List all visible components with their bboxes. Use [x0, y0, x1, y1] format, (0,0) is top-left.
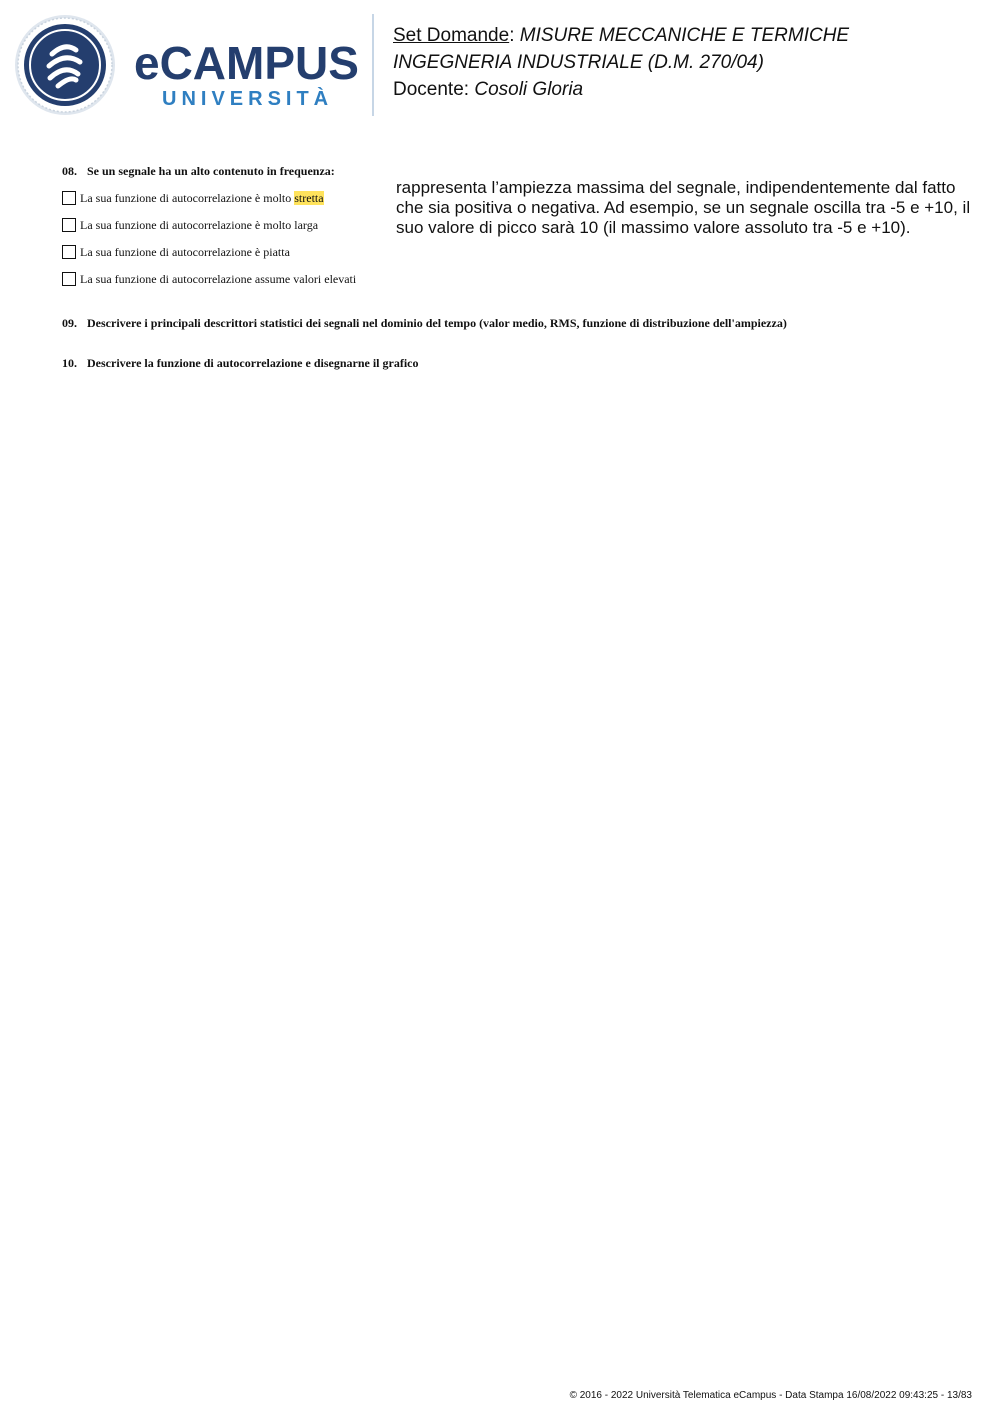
option-4 — [62, 272, 382, 286]
option-1-highlight: stretta — [294, 191, 324, 205]
header-docente-line: Docente: Cosoli Gloria — [393, 79, 584, 100]
docente-label: Docente — [393, 79, 464, 100]
option-3-label: La sua funzione di autocorrelazione è piatta — [80, 245, 290, 259]
option-3 — [62, 245, 382, 259]
header-divider — [372, 14, 374, 116]
question-10-text: Descrivere la funzione di autocorrelazione e disegnarne il grafico — [87, 356, 419, 370]
option-1-text: La sua funzione di autocorrelazione è molto — [80, 191, 295, 205]
option-4-checkbox[interactable] — [62, 272, 76, 286]
question-10-number: 10. — [62, 356, 77, 370]
option-2-checkbox[interactable] — [62, 218, 76, 232]
header-course-line — [393, 49, 849, 76]
ecampus-seal-icon — [14, 14, 116, 116]
question-08 — [62, 164, 382, 286]
question-08-text: Se un segnale ha un alto contenuto in frequenza: — [87, 164, 335, 178]
ecampus-logo — [14, 14, 364, 118]
page-header — [0, 0, 1000, 130]
option-1-checkbox[interactable] — [62, 191, 76, 205]
header-info — [393, 22, 849, 103]
course-line2: INGEGNERIA INDUSTRIALE (D.M. 270/04) — [393, 52, 764, 73]
set-label: Set Domande — [393, 25, 510, 46]
docente-name: Cosoli Gloria — [474, 79, 584, 100]
question-10 — [62, 356, 972, 370]
question-09-text: Descrivere i principali descrittori statistici dei segnali nel dominio del tempo (valor medio, RMS, funzione di distribuzione dell'ampiezza) — [87, 316, 787, 330]
question-09-number: 09. — [62, 316, 77, 330]
option-4-label: La sua funzione di autocorrelazione assume valori elevati — [80, 272, 357, 286]
question-08-number: 08. — [62, 164, 77, 178]
option-3-checkbox[interactable] — [62, 245, 76, 259]
logo-subtitle: UNIVERSITÀ — [162, 88, 334, 110]
page-footer: © 2016 - 2022 Università Telematica eCampus - Data Stampa 16/08/2022 09:43:25 - 13/83 — [569, 1390, 972, 1401]
option-1 — [62, 191, 382, 205]
answer-text-block: rappresenta l’ampiezza massima del segnale, indipendentemente dal fatto che sia positiva o negativa. Ad esempio, se un segnale oscilla tra -5 e +10, il suo valore di picco sarà 10 (il massimo valore assoluto tra -5 e +10). — [396, 178, 971, 237]
option-2-label: La sua funzione di autocorrelazione è molto larga — [80, 218, 319, 232]
question-08-title — [62, 164, 382, 178]
question-09 — [62, 316, 972, 330]
logo-wordmark: eCAMPUS — [134, 37, 359, 89]
option-2 — [62, 218, 382, 232]
course-line1: MISURE MECCANICHE E TERMICHE — [519, 25, 850, 46]
header-set-line: Set Domande: MISURE MECCANICHE E TERMICHE — [393, 25, 850, 46]
option-1-label — [80, 191, 324, 205]
